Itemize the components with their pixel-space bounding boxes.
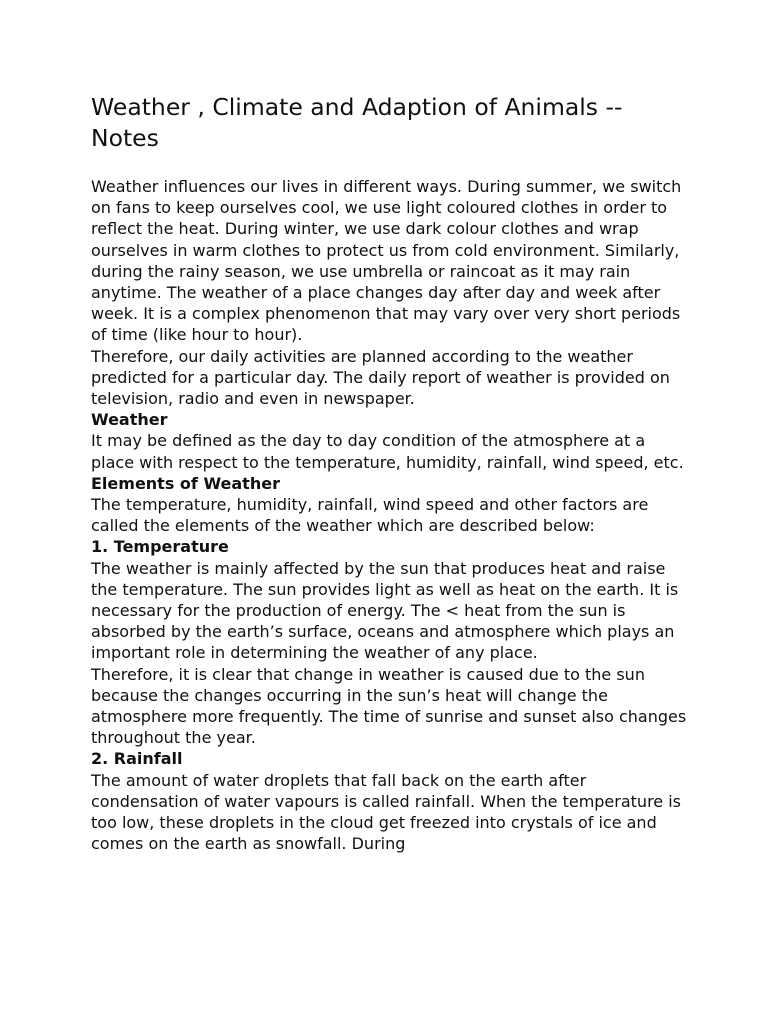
document-page [91,92,691,855]
temperature-paragraph: The weather is mainly affected by the sun that produces heat and raise the temperature. The sun provides light as well as heat on the earth. It is necessary for the production of energy. The < heat from the sun is absorbed by the earth’s surface, oceans and atmosphere which plays an important role in determining the weather of any place. [91,558,679,663]
elements-paragraph: The temperature, humidity, rainfall, wind speed and other factors are called the elements of the weather which are described below: [91,495,649,536]
rainfall-paragraph: The amount of water droplets that fall back on the earth after condensation of water vapours is called rainfall. When the temperature is too low, these droplets in the cloud get freezed into crystals of ice and comes on the earth as snowfall. During [91,770,682,854]
section-heading-temperature: 1. Temperature [91,537,229,557]
section-heading-elements: Elements of Weather [91,473,280,493]
sun-effect-paragraph: Therefore, it is clear that change in weather is caused due to the sun because the changes occurring in the sun’s heat will change the atmosphere more frequently. The time of sunrise and sunset also changes throughout the year. [91,664,687,748]
weather-definition-paragraph: It may be defined as the day to day condition of the atmosphere at a place with respect to the temperature, humidity, rainfall, wind speed, etc. [91,431,684,472]
page-title: Weather , Climate and Adaption of Animals -- Notes [91,93,623,152]
section-heading-rainfall: 2. Rainfall [91,749,183,769]
section-heading-weather: Weather [91,410,168,430]
daily-activities-paragraph: Therefore, our daily activities are planned according to the weather predicted for a particular day. The daily report of weather is provided on television, radio and even in newspaper. [91,346,670,409]
intro-paragraph: Weather influences our lives in different ways. During summer, we switch on fans to keep ourselves cool, we use light coloured clothes in order to reflect the heat. During winter, we use dark colour clothes and wrap ourselves in warm clothes to protect us from cold environment. Similarly, during the rainy season, we use umbrella or raincoat as it may rain anytime. The weather of a place changes day after day and week after week. It is a complex phenomenon that may vary over very short periods of time (like hour to hour). [91,177,682,345]
